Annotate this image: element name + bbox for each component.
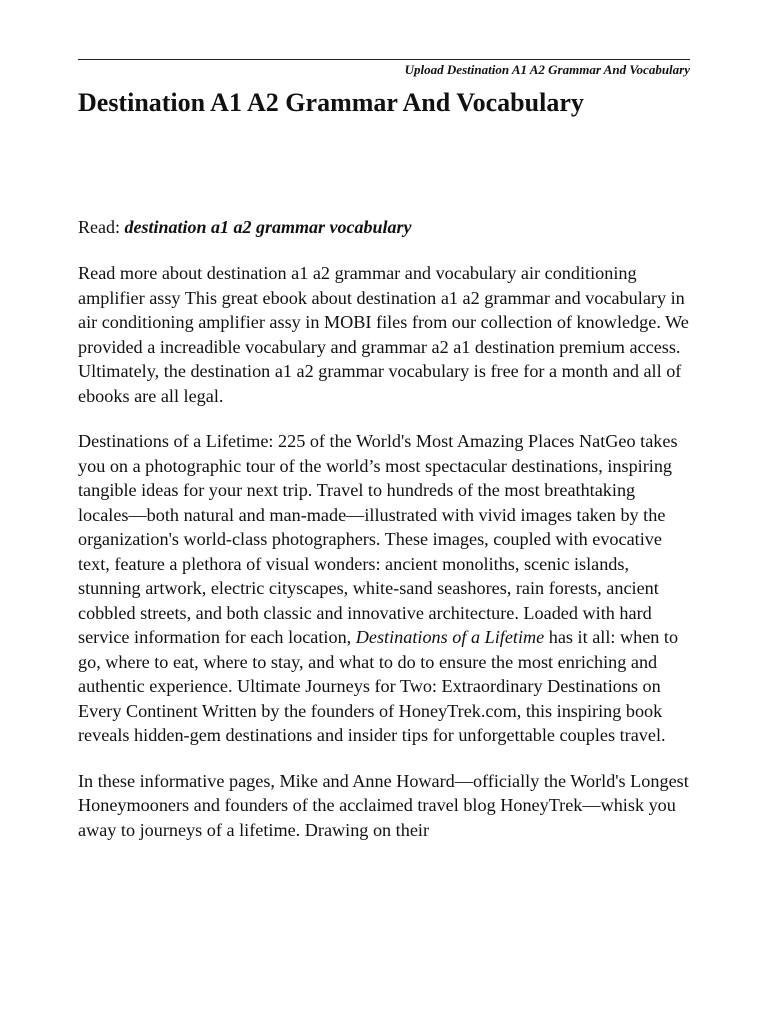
document-body xyxy=(78,261,690,863)
document-title: Destination A1 A2 Grammar And Vocabulary xyxy=(78,88,584,117)
read-topic: destination a1 a2 grammar vocabulary xyxy=(124,217,412,237)
read-label: Read: xyxy=(78,217,120,237)
header-rule xyxy=(78,59,690,60)
read-line xyxy=(78,215,412,239)
paragraph-2-text-start: Destinations of a Lifetime: 225 of the World's Most Amazing Places NatGeo takes you on a photographic tour of the world’s most spectacular destinations, inspiring tangible ideas for your next trip. Travel to hundreds of the most breathtaking locales—both natural and man-made—illustrated with vivid images taken by the organization's world-class photographers. These images, coupled with evocative text, feature a plethora of visual wonders: ancient monoliths, scenic islands, stunning artwork, electric cityscapes, white-sand seashores, rain forests, ancient cobbled streets, and both classic and innovative architecture. Loaded with hard service information for each location, xyxy=(78,431,678,647)
book-title: Destinations of a Lifetime xyxy=(355,627,545,647)
paragraph-2 xyxy=(78,429,690,748)
paragraph-3: In these informative pages, Mike and Anne Howard—officially the World's Longest Honeymooners and founders of the acclaimed travel blog HoneyTrek—whisk you away to journeys of a lifetime. Drawing on their xyxy=(78,770,689,840)
paragraph-1: Read more about destination a1 a2 grammar and vocabulary air conditioning amplifier assy This great ebook about destination a1 a2 grammar and vocabulary in air conditioning amplifier assy in MOBI files from our collection of knowledge. We provided a increadible vocabulary and grammar a2 a1 destination premium access. Ultimately, the destination a1 a2 grammar vocabulary is free for a month and all of ebooks are all legal. xyxy=(78,263,689,406)
running-header: Upload Destination A1 A2 Grammar And Vocabulary xyxy=(404,62,690,77)
paragraph-2-text-end: has it all: when to go, where to eat, where to stay, and what to do to ensure the most enriching and authentic experience. Ultimate Journeys for Two: Extraordinary Destinations on Every Continent Written by the founders of HoneyTrek.com, this inspiring book reveals hidden-gem destinations and insider tips for unforgettable couples travel. xyxy=(78,627,679,745)
